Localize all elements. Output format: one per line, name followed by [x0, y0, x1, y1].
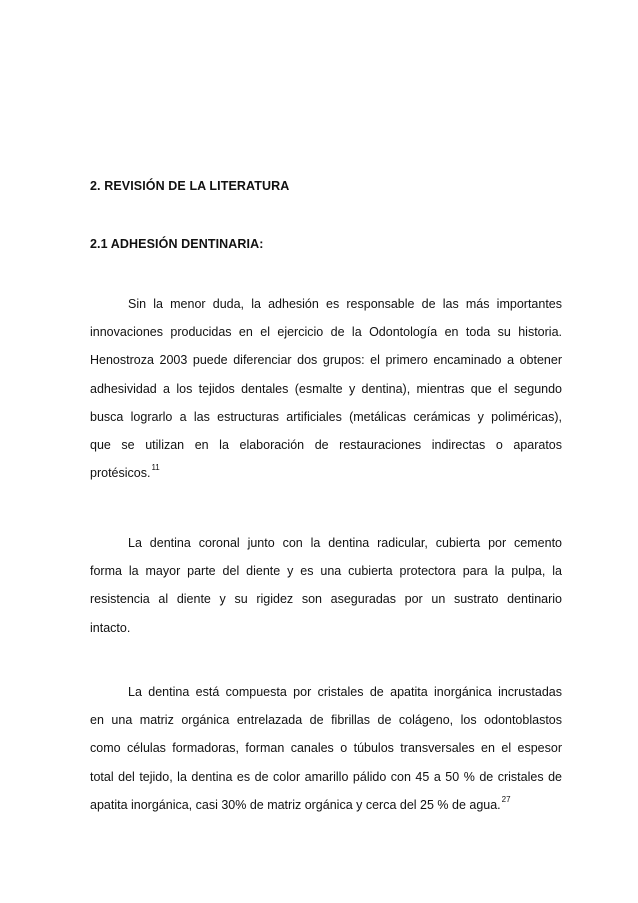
text-line: La dentina está compuesta por cristales de apatita inorgánica incrustadas: [128, 685, 562, 699]
section-heading: 2. REVISIÓN DE LA LITERATURA: [90, 179, 290, 193]
text-line: que se utilizan en la elaboración de restauraciones indirectas o aparatos: [90, 437, 562, 452]
subsection-heading: 2.1 ADHESIÓN DENTINARIA:: [90, 237, 264, 251]
paragraph-adhesion: [90, 290, 562, 487]
text-line-content: apatita inorgánica, casi 30% de matriz orgánica y cerca del 25 % de agua.: [90, 797, 501, 812]
text-line: resistencia al diente y su rigidez son aseguradas por un sustrato dentinario: [90, 592, 562, 607]
text-line: Sin la menor duda, la adhesión es responsable de las más importantes: [128, 297, 562, 311]
paragraph-dentina-coronal: [90, 529, 562, 642]
text-line-content: protésicos.: [90, 466, 151, 481]
text-line: La dentina coronal junto con la dentina radicular, cubierta por cemento: [128, 536, 562, 550]
text-line: Henostroza 2003 puede diferenciar dos grupos: el primero encaminado a obtener: [90, 353, 562, 368]
text-line: total del tejido, la dentina es de color amarillo pálido con 45 a 50 % de cristales de: [90, 769, 562, 784]
text-line: en una matriz orgánica entrelazada de fibrillas de colágeno, los odontoblastos: [90, 713, 562, 728]
text-line-last: [90, 459, 562, 487]
text-line: adhesividad a los tejidos dentales (esmalte y dentina), mientras que el segundo: [90, 381, 562, 396]
text-line-last: intacto.: [90, 620, 131, 635]
text-line: forma la mayor parte del diente y es una cubierta protectora para la pulpa, la: [90, 564, 562, 579]
paragraph-composicion-dentina: [90, 678, 562, 819]
citation-reference: 11: [151, 463, 160, 473]
text-line: como células formadoras, forman canales o túbulos transversales en el espesor: [90, 741, 562, 756]
text-line: innovaciones producidas en el ejercicio de la Odontología en toda su historia.: [90, 325, 562, 340]
text-line: busca lograrlo a las estructuras artificiales (metálicas cerámicas y poliméricas),: [90, 409, 562, 424]
citation-reference: 27: [501, 794, 511, 804]
text-line-last: [90, 791, 562, 819]
